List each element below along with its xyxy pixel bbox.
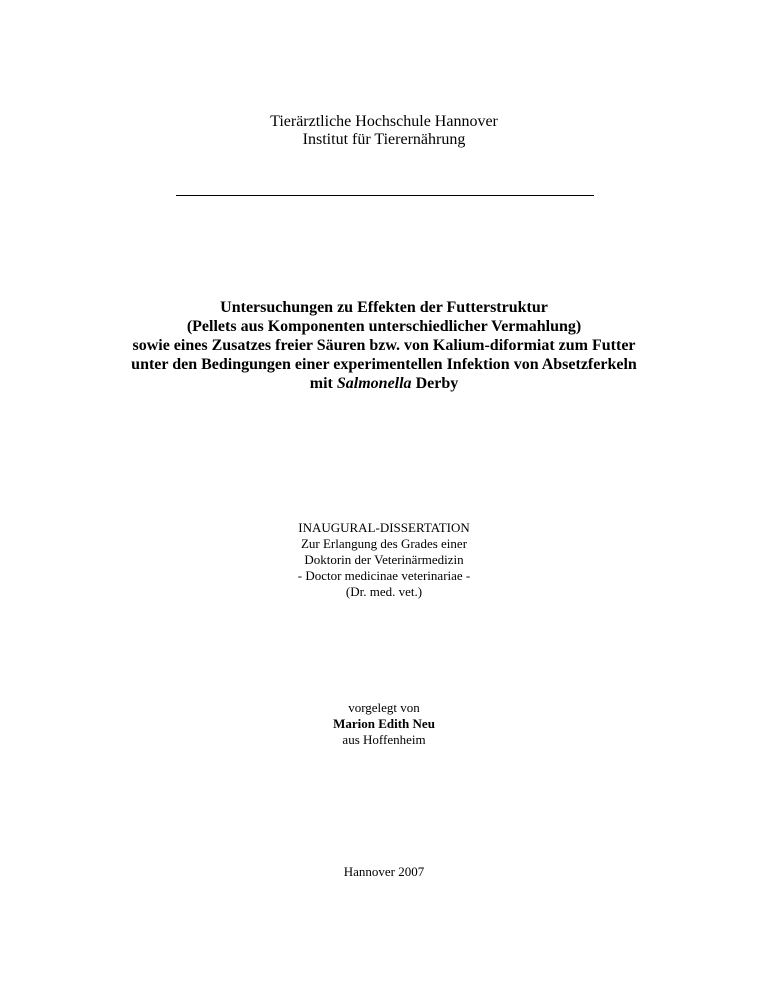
place-year (0, 864, 768, 880)
university-name: Tierärztliche Hochschule Hannover (270, 113, 498, 130)
horizontal-rule (176, 195, 594, 196)
thesis-title (0, 298, 768, 393)
author-block (0, 700, 768, 748)
dissertation-line-4: (Dr. med. vet.) (345, 584, 423, 599)
dissertation-line-1: Zur Erlangung des Grades einer (300, 536, 468, 551)
title-line-3: sowie eines Zusatzes freier Säuren bzw. von Kalium-diformiat zum Futter (132, 337, 636, 354)
institution-block (0, 113, 768, 149)
dissertation-block (0, 520, 768, 600)
title-organism-italic: Salmonella (336, 375, 412, 392)
title-line-4: unter den Bedingungen einer experimentellen Infektion von Absetzferkeln (131, 356, 637, 373)
title-line-5-suffix: Derby (415, 375, 459, 392)
title-line-2: (Pellets aus Komponenten unterschiedlicher Vermahlung) (186, 318, 582, 335)
title-line-5-prefix: mit (309, 375, 333, 392)
dissertation-line-3: - Doctor medicinae veterinariae - (297, 568, 471, 583)
author-name: Marion Edith Neu (333, 716, 435, 731)
place-year-text: Hannover 2007 (343, 864, 425, 879)
dissertation-heading: INAUGURAL-DISSERTATION (298, 520, 470, 535)
author-origin: aus Hoffenheim (342, 732, 426, 747)
title-line-1: Untersuchungen zu Effekten der Futterstruktur (220, 299, 548, 316)
dissertation-line-2: Doktorin der Veterinärmedizin (304, 552, 464, 567)
author-label: vorgelegt von (348, 700, 420, 715)
title-line-5 (0, 374, 768, 393)
institute-name: Institut für Tierernährung (302, 131, 466, 148)
